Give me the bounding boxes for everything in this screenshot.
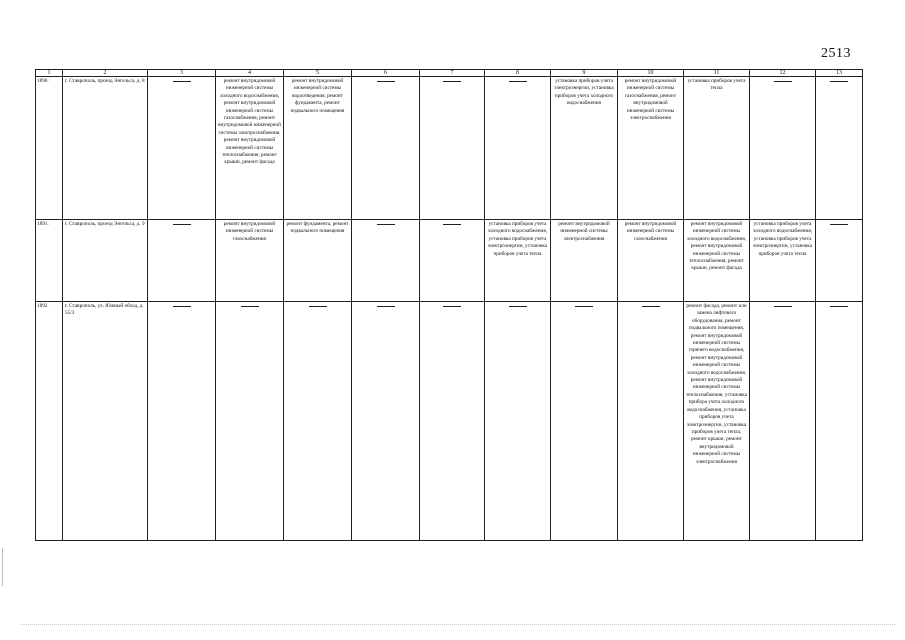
dash-mark	[173, 306, 191, 307]
dash-mark	[443, 224, 461, 225]
dash-mark	[377, 306, 395, 307]
column-header: 2	[63, 70, 148, 77]
table-row	[36, 302, 863, 541]
dash-mark	[509, 81, 527, 82]
dash-mark	[377, 224, 395, 225]
dash-mark	[309, 306, 327, 307]
column-header: 8	[485, 70, 551, 77]
dash-mark	[830, 306, 848, 307]
dash-mark	[241, 306, 259, 307]
empty-cell	[485, 302, 551, 541]
page-number: 2513	[821, 46, 851, 61]
dash-mark	[642, 306, 660, 307]
column-header: 10	[618, 70, 684, 77]
empty-cell	[216, 302, 284, 541]
column-header: 11	[684, 70, 750, 77]
empty-cell	[148, 302, 216, 541]
column-header: 13	[816, 70, 863, 77]
empty-cell	[750, 302, 816, 541]
work-cell: ремонт внутридомовой инженерной системы газоснабжения	[216, 220, 284, 302]
work-cell: ремонт внутридомовой инженерной системы газоснабжения, ремонт внутридомовой инженерной системы электроснабжения	[618, 77, 684, 220]
row-number: 1890.	[36, 77, 63, 220]
row-number: 1892.	[36, 302, 63, 541]
dash-mark	[443, 81, 461, 82]
empty-cell	[420, 302, 485, 541]
work-cell: ремонт внутридомовой инженерной системы газоснабжения	[618, 220, 684, 302]
empty-cell	[816, 302, 863, 541]
empty-cell	[485, 77, 551, 220]
empty-cell	[750, 77, 816, 220]
empty-cell	[816, 77, 863, 220]
empty-cell	[148, 220, 216, 302]
empty-cell	[352, 302, 420, 541]
table-row	[36, 220, 863, 302]
row-number: 1891.	[36, 220, 63, 302]
dash-mark	[173, 81, 191, 82]
repair-schedule-table	[35, 69, 863, 541]
dash-mark	[774, 81, 792, 82]
column-header: 9	[551, 70, 618, 77]
address-cell: г. Ставрополь, проезд Энгельса, д. 9	[63, 220, 148, 302]
work-cell: ремонт фундамента, ремонт подвального помещения	[284, 220, 352, 302]
dash-mark	[377, 81, 395, 82]
scan-margin-mark	[2, 548, 3, 586]
empty-cell	[618, 302, 684, 541]
table-row	[36, 77, 863, 220]
dash-mark	[509, 306, 527, 307]
work-cell: ремонт внутридомовой инженерной системы холодного водоснабжения, ремонт внутридомовой инженерной системы теплоснабжения, ремонт крыши, ремонт фасада	[684, 220, 750, 302]
address-cell: г. Ставрополь, ул. Южный обход, д. 55/3	[63, 302, 148, 541]
empty-cell	[148, 77, 216, 220]
column-header: 7	[420, 70, 485, 77]
address-cell: г. Ставрополь, проезд Энгельса, д. 8	[63, 77, 148, 220]
column-header: 5	[284, 70, 352, 77]
dash-mark	[443, 306, 461, 307]
empty-cell	[420, 77, 485, 220]
dash-mark	[830, 81, 848, 82]
empty-cell	[284, 302, 352, 541]
column-header: 12	[750, 70, 816, 77]
dash-mark	[173, 224, 191, 225]
work-cell: ремонт фасада, ремонт или замена лифтового оборудования, ремонт подвального помещения, ремонт внутридомовой инженерной системы горячего водоснабжения, ремонт внутридомовой инженерной системы холодного водоснабжения, ремонт внутридомовой инженерной системы теплоснабжения, установка прибора учета холодного водоснабжения, установка приборов учета электроэнергии, установка приборов учета тепла, ремонт крыши, ремонт внутридомовой инженерной системы электроснабжения	[684, 302, 750, 541]
scan-noise-line	[20, 624, 895, 625]
empty-cell	[816, 220, 863, 302]
work-cell: установка приборов учета холодного водоснабжения, установка приборов учета электроэнергии, установка приборов учета тепла	[750, 220, 816, 302]
empty-cell	[352, 77, 420, 220]
empty-cell	[420, 220, 485, 302]
work-cell: ремонт внутридомовой инженерной системы водоотведения, ремонт фундамента, ремонт подвального помещения	[284, 77, 352, 220]
work-cell: установка приборов учета холодного водоснабжения, установка приборов учета электроэнергии, установка приборов учета тепла	[485, 220, 551, 302]
work-cell: установка приборов учета тепла	[684, 77, 750, 220]
dash-mark	[774, 306, 792, 307]
work-cell: ремонт внутридомовой инженерной системы электроснабжения	[551, 220, 618, 302]
work-cell: ремонт внутридомовой инженерной системы холодного водоснабжения, ремонт внутридомовой инженерной системы газоснабжения, ремонт внутридомовой инженерной системы электроснабжения, ремонт внутридомовой инженерной системы теплоснабжения, ремонт крыши, ремонт фасада	[216, 77, 284, 220]
empty-cell	[352, 220, 420, 302]
column-number-row	[36, 70, 863, 77]
dash-mark	[830, 224, 848, 225]
column-header: 6	[352, 70, 420, 77]
column-header: 3	[148, 70, 216, 77]
dash-mark	[575, 306, 593, 307]
empty-cell	[551, 302, 618, 541]
column-header: 1	[36, 70, 63, 77]
column-header: 4	[216, 70, 284, 77]
work-cell: установка приборов учета электроэнергии, установка приборов учета холодного водоснабжения	[551, 77, 618, 220]
